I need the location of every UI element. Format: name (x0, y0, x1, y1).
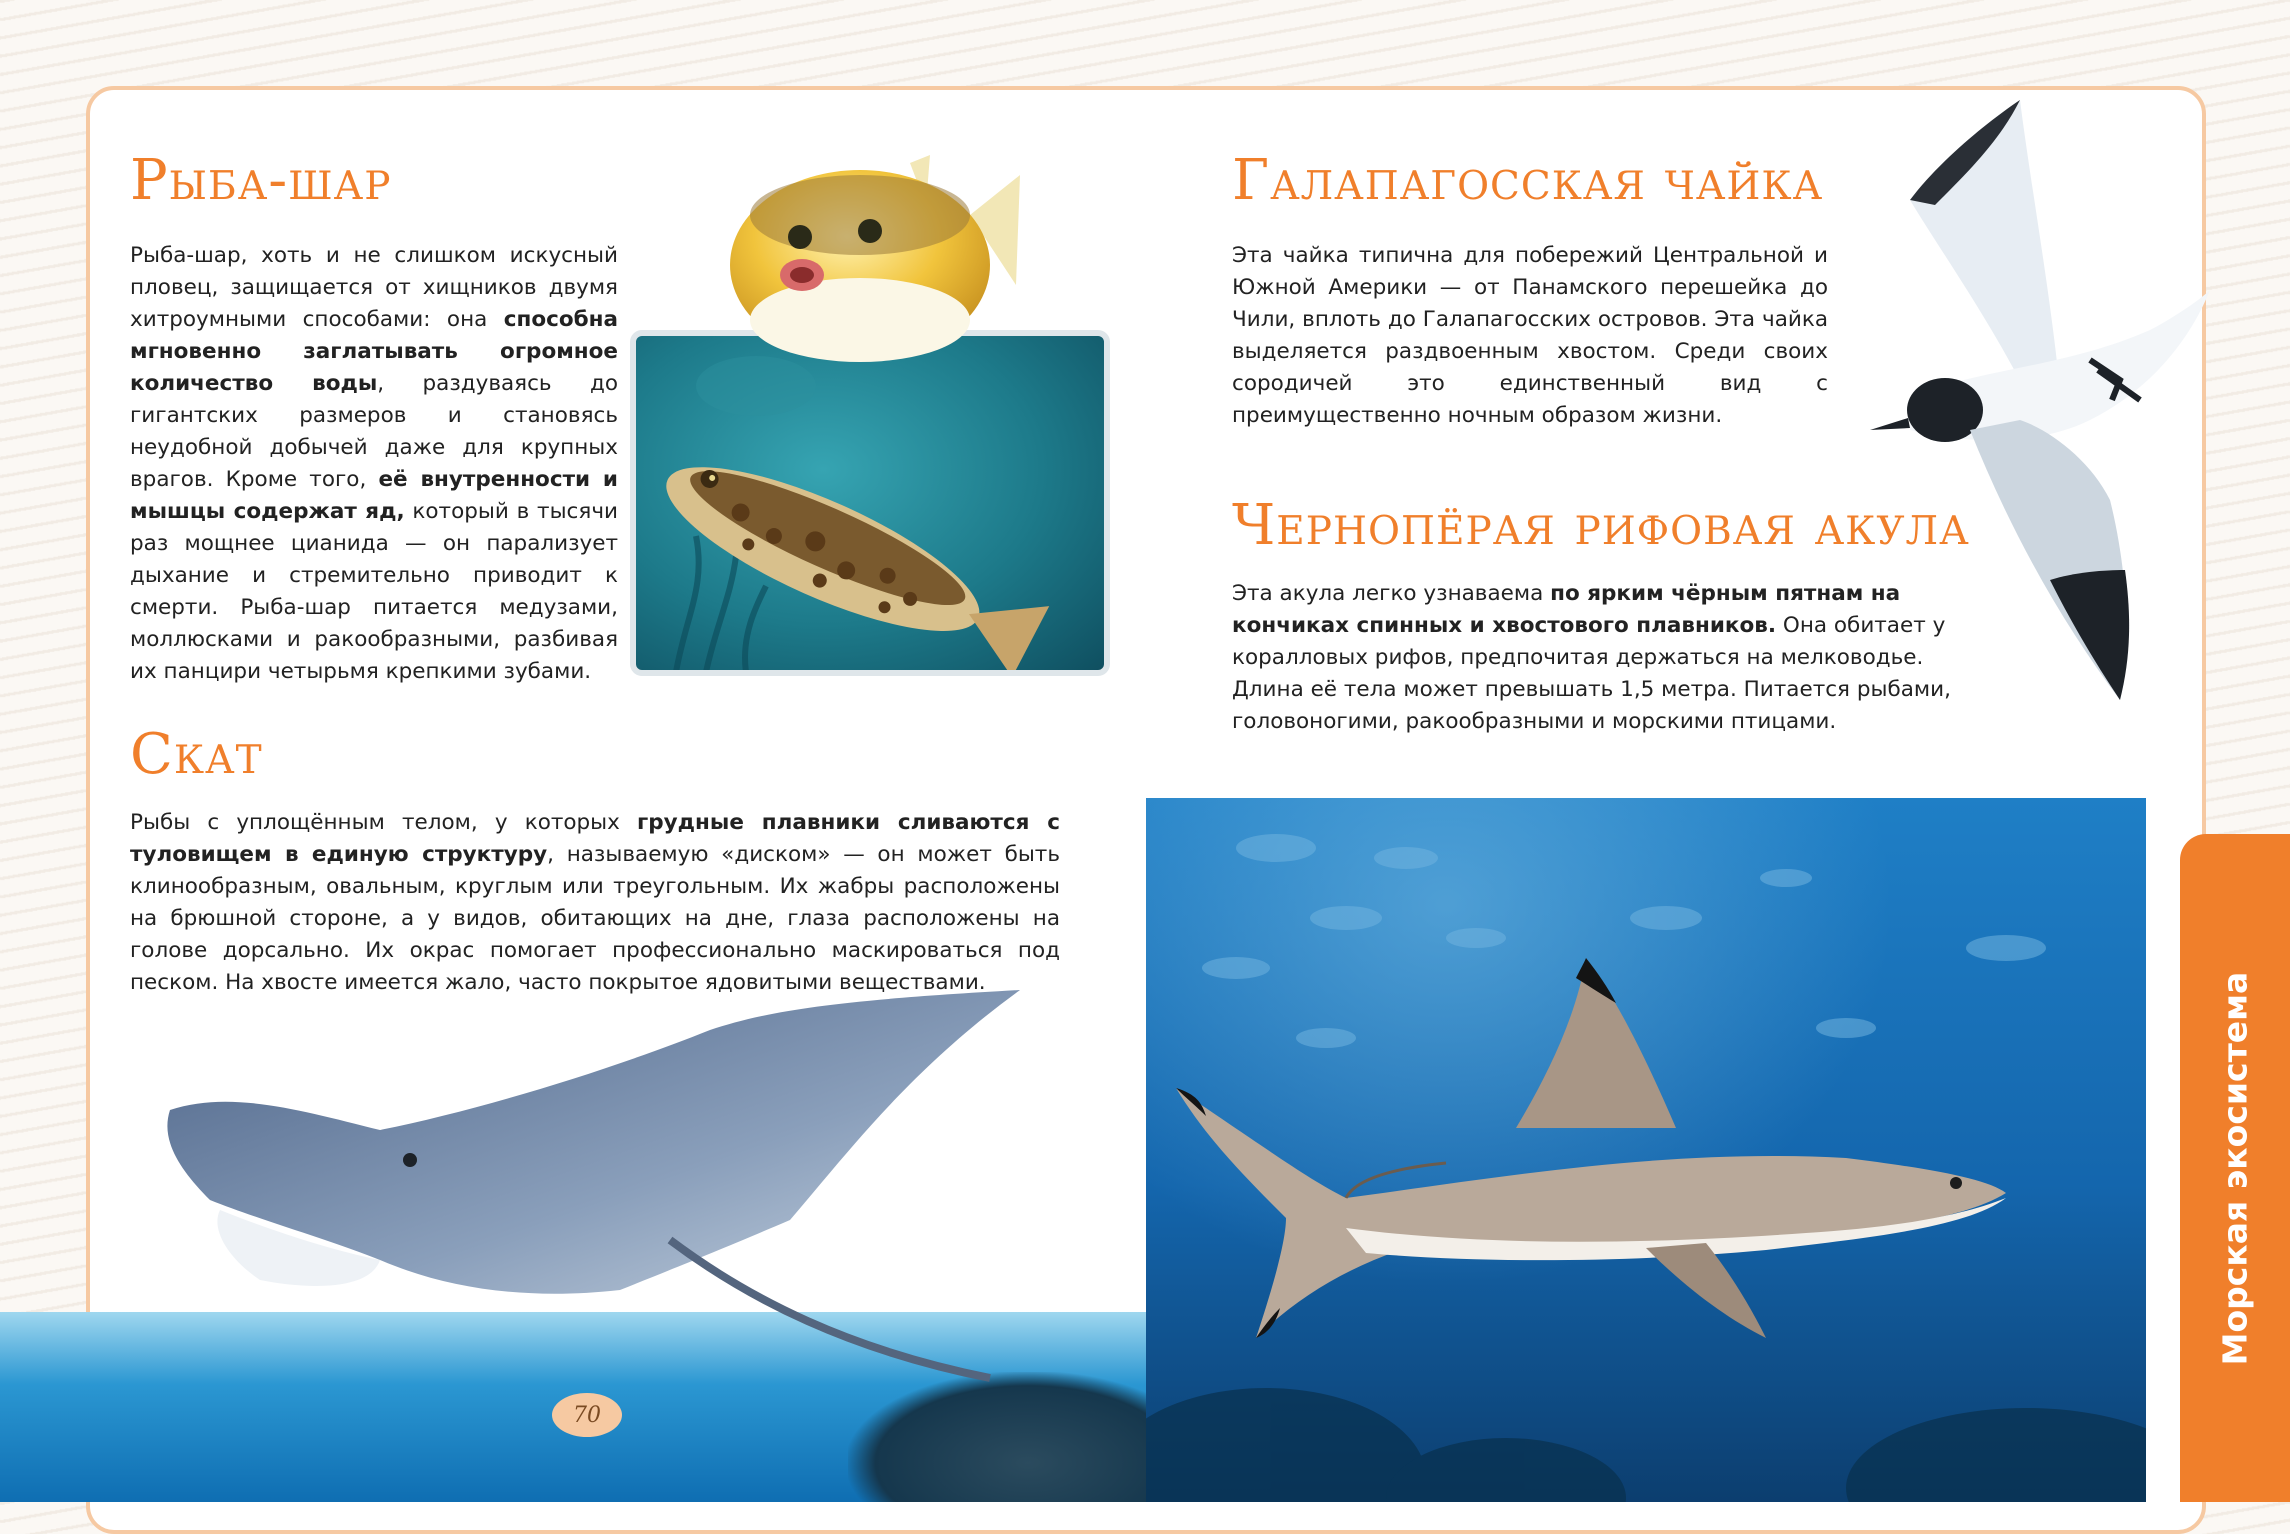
ray-title: Скат (130, 722, 263, 787)
section-tab-label: Морская экосистема (2215, 971, 2255, 1365)
section-tab (2180, 834, 2290, 1502)
pufferfish-photo (630, 330, 1110, 676)
pufferfish-title: Рыба-шар (130, 148, 392, 213)
spotted-pufferfish-illustration (636, 336, 1106, 672)
pufferfish-text: Рыба-шар, хоть и не слишком искусный пловец, защищается от хищников двумя хитроумными способами: она способна мгновенно заглатывать огромное количество воды, раздуваясь до гигантских размеров и становясь неудобной добычей даже для крупных врагов. Кроме того, её внутренности и мышцы содержат яд, который в тысячи раз мощнее цианида — он парализует дыхание и стремительно приводит к смерти. Рыба-шар питается медузами, моллюсками и ракообразными, разбивая их панцири четырьмя крепкими зубами. (130, 243, 618, 684)
shark-photo (1146, 798, 2146, 1502)
yellow-pufferfish-illustration (720, 155, 1020, 365)
shark-title: Чернопёрая рифовая акула (1232, 493, 1970, 558)
sea-rock (848, 1372, 1148, 1502)
shark-text: Эта акула легко узнаваема по ярким чёрным пятнам на кончиках спинных и хвостового плавников. Она обитает у коралловых рифов, предпочитая держаться на мелководье. Длина её тела может превышать 1,5 метра. Питается рыбами, головоногими, ракообразными и морскими птицами. (1232, 581, 1951, 734)
gull-text: Эта чайка типична для побережий Центральной и Южной Америки — от Панамского перешейка до Чили, вплоть до Галапагосских островов. Эта чайка выделяется раздвоенным хвостом. Среди своих сородичей это единственный вид с преимущественно ночным образом жизни. (1232, 243, 1828, 428)
page-number: 70 (552, 1393, 622, 1437)
stingray-illustration (150, 990, 1050, 1390)
blacktip-shark-illustration (1146, 798, 2146, 1502)
ray-text: Рыбы с уплощённым телом, у которых грудные плавники сливаются с туловищем в единую структуру, называемую «диском» — он может быть клинообразным, овальным, круглым или треугольным. Их жабры расположены на брюшной стороне, а у видов, обитающих на дне, глаза расположены на голове дорсально. Их окрас помогает профессионально маскироваться под песком. На хвосте имеется жало, часто покрытое ядовитыми веществами. (130, 810, 1060, 995)
gull-title: Галапагосская чайка (1232, 148, 1824, 213)
